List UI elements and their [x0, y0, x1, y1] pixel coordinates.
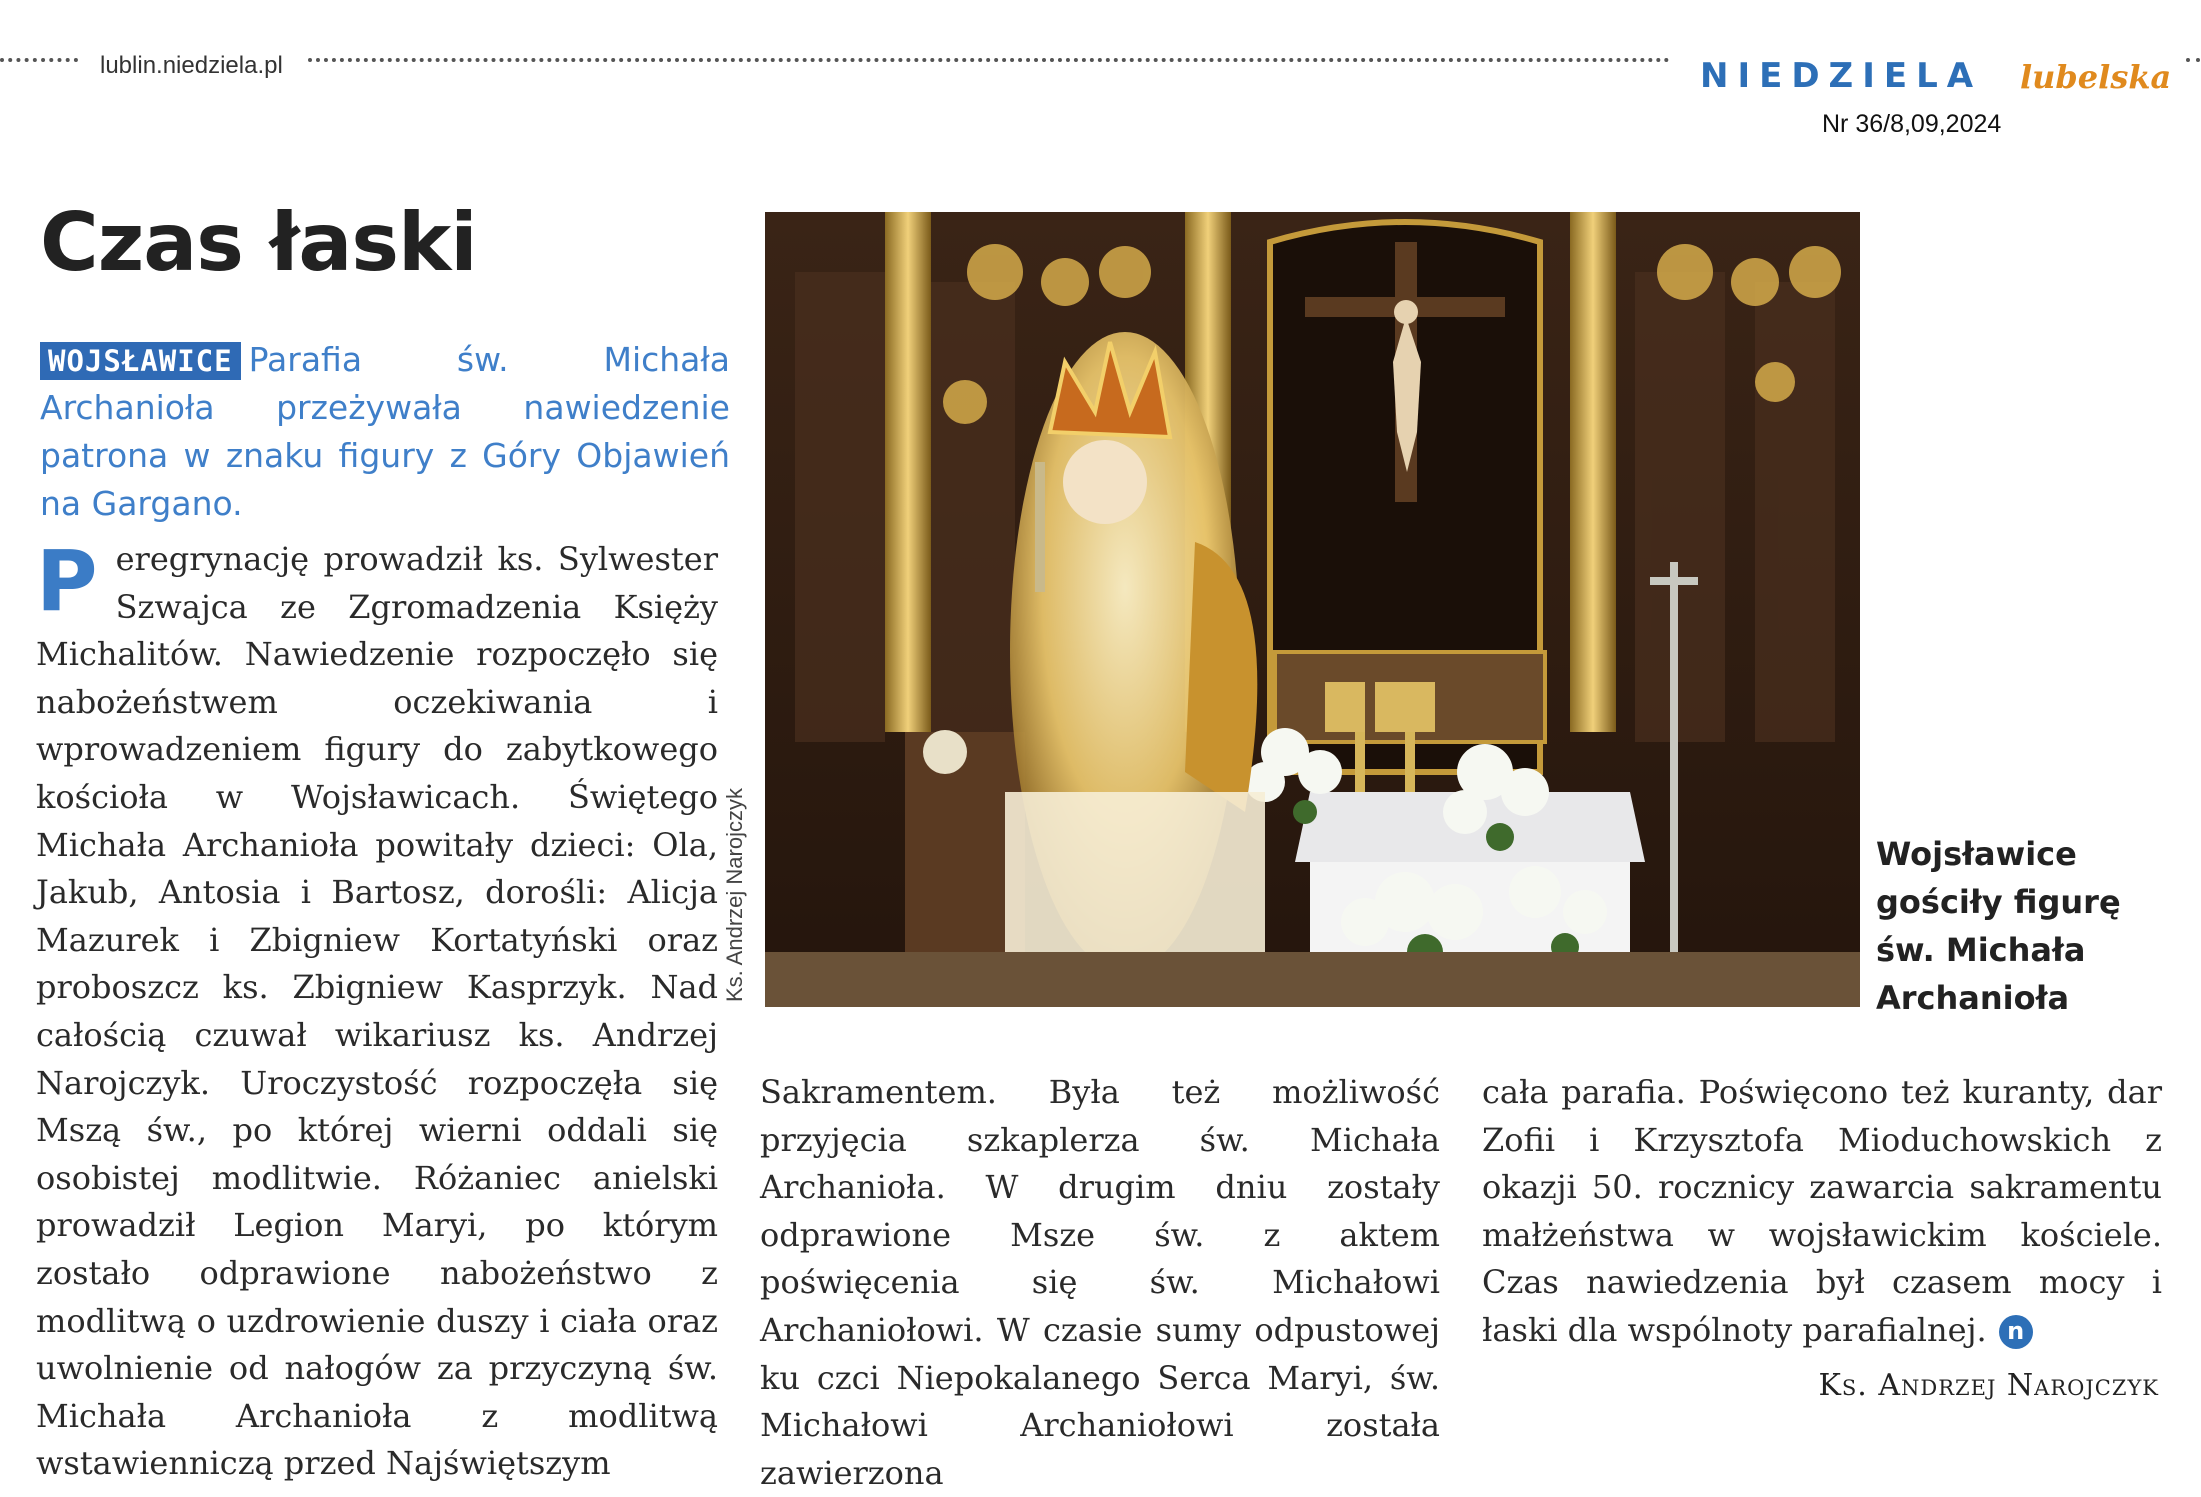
- header-dots-right: [2186, 58, 2200, 62]
- header-dots-middle: [308, 58, 1670, 62]
- article-column-1: [36, 532, 718, 1488]
- column-3-body: cała parafia. Poświęcono też kuranty, dar Zofii i Krzysztofa Mioduchowskich z okazji 50. rocznicy zawarcia sakramentu małżeństwa w wojsławickim kościele. Czas nawiedzenia był czasem mocy i łaski dla wspólnoty parafialnej.: [1482, 1073, 2162, 1349]
- header-dots-left: [0, 58, 78, 62]
- article-lead: [40, 336, 730, 528]
- issue-info: Nr 36/8,09,2024: [1822, 110, 2002, 138]
- article-headline: Czas łaski: [40, 196, 477, 289]
- caption-line: Wojsławice: [1876, 835, 2077, 873]
- altar-photo: [765, 212, 1860, 1007]
- column-1-text: eregrynację prowadził ks. Sylwester Szwajca ze Zgromadzenia Księży Michalitów. Nawiedzenie rozpoczęło się nabożeństwem oczekiwania i wprowadzeniem figury do zabytkowego kościoła w Wojsławicach. Świętego Michała Archanioła powitały dzieci: Ola, Jakub, Antosia i Bartosz, dorośli: Alicja Mazurek i Zbigniew Kortatyński oraz proboszcz ks. Zbigniew Kasprzyk. Nad całością czuwał wikariusz ks. Andrzej Narojczyk. Uroczystość rozpoczęła się Mszą św., po której wierni oddali się osobistej modlitwie. Różaniec anielski prowadził Legion Maryi, po którym zostało odprawione nabożeństwo z modlitwą o uzdrowienie duszy i ciała oraz uwolnienie od nałogów za przyczyną św. Michała Archanioła z modlitwą wstawienniczą przed Najświętszym: [36, 540, 718, 1483]
- caption-line: gościły figurę: [1876, 883, 2121, 921]
- article-author: Ks. Andrzej Narojczyk: [1818, 1368, 2159, 1403]
- brand-region: lubelska: [2020, 58, 2172, 96]
- photo-caption: [1876, 830, 2176, 1022]
- caption-line: św. Michała: [1876, 931, 2086, 969]
- altar-photo-illustration: [765, 212, 1860, 1007]
- column-2-text: Sakramentem. Była też możliwość przyjęcia szkaplerza św. Michała Archanioła. W drugim dniu zostały odprawione Msze św. z aktem poświęcenia się św. Michałowi Archaniołowi. W czasie sumy odpustowej ku czci Niepokalanego Serca Maryi, św. Michałowi Archaniołowi została zawierzona: [760, 1073, 1440, 1492]
- place-tag: WOJSŁAWICE: [40, 342, 241, 380]
- photo-credit: Ks. Andrzej Narojczyk: [722, 788, 747, 1002]
- caption-line: Archanioła: [1876, 979, 2070, 1017]
- lead-text: Parafia św. Michała Archanioła przeżywała nawiedzenie patrona w znaku figury z Góry Objawień na Gargano.: [40, 340, 730, 523]
- end-of-article-icon: n: [1999, 1315, 2033, 1349]
- column-3-text: [1482, 1069, 2162, 1355]
- site-url: lublin.niedziela.pl: [100, 52, 283, 79]
- brand-name: NIEDZIELA: [1700, 56, 1983, 96]
- article-column-3: [1482, 1069, 2162, 1355]
- article-column-2: [760, 1069, 1440, 1497]
- drop-cap: P: [36, 532, 98, 630]
